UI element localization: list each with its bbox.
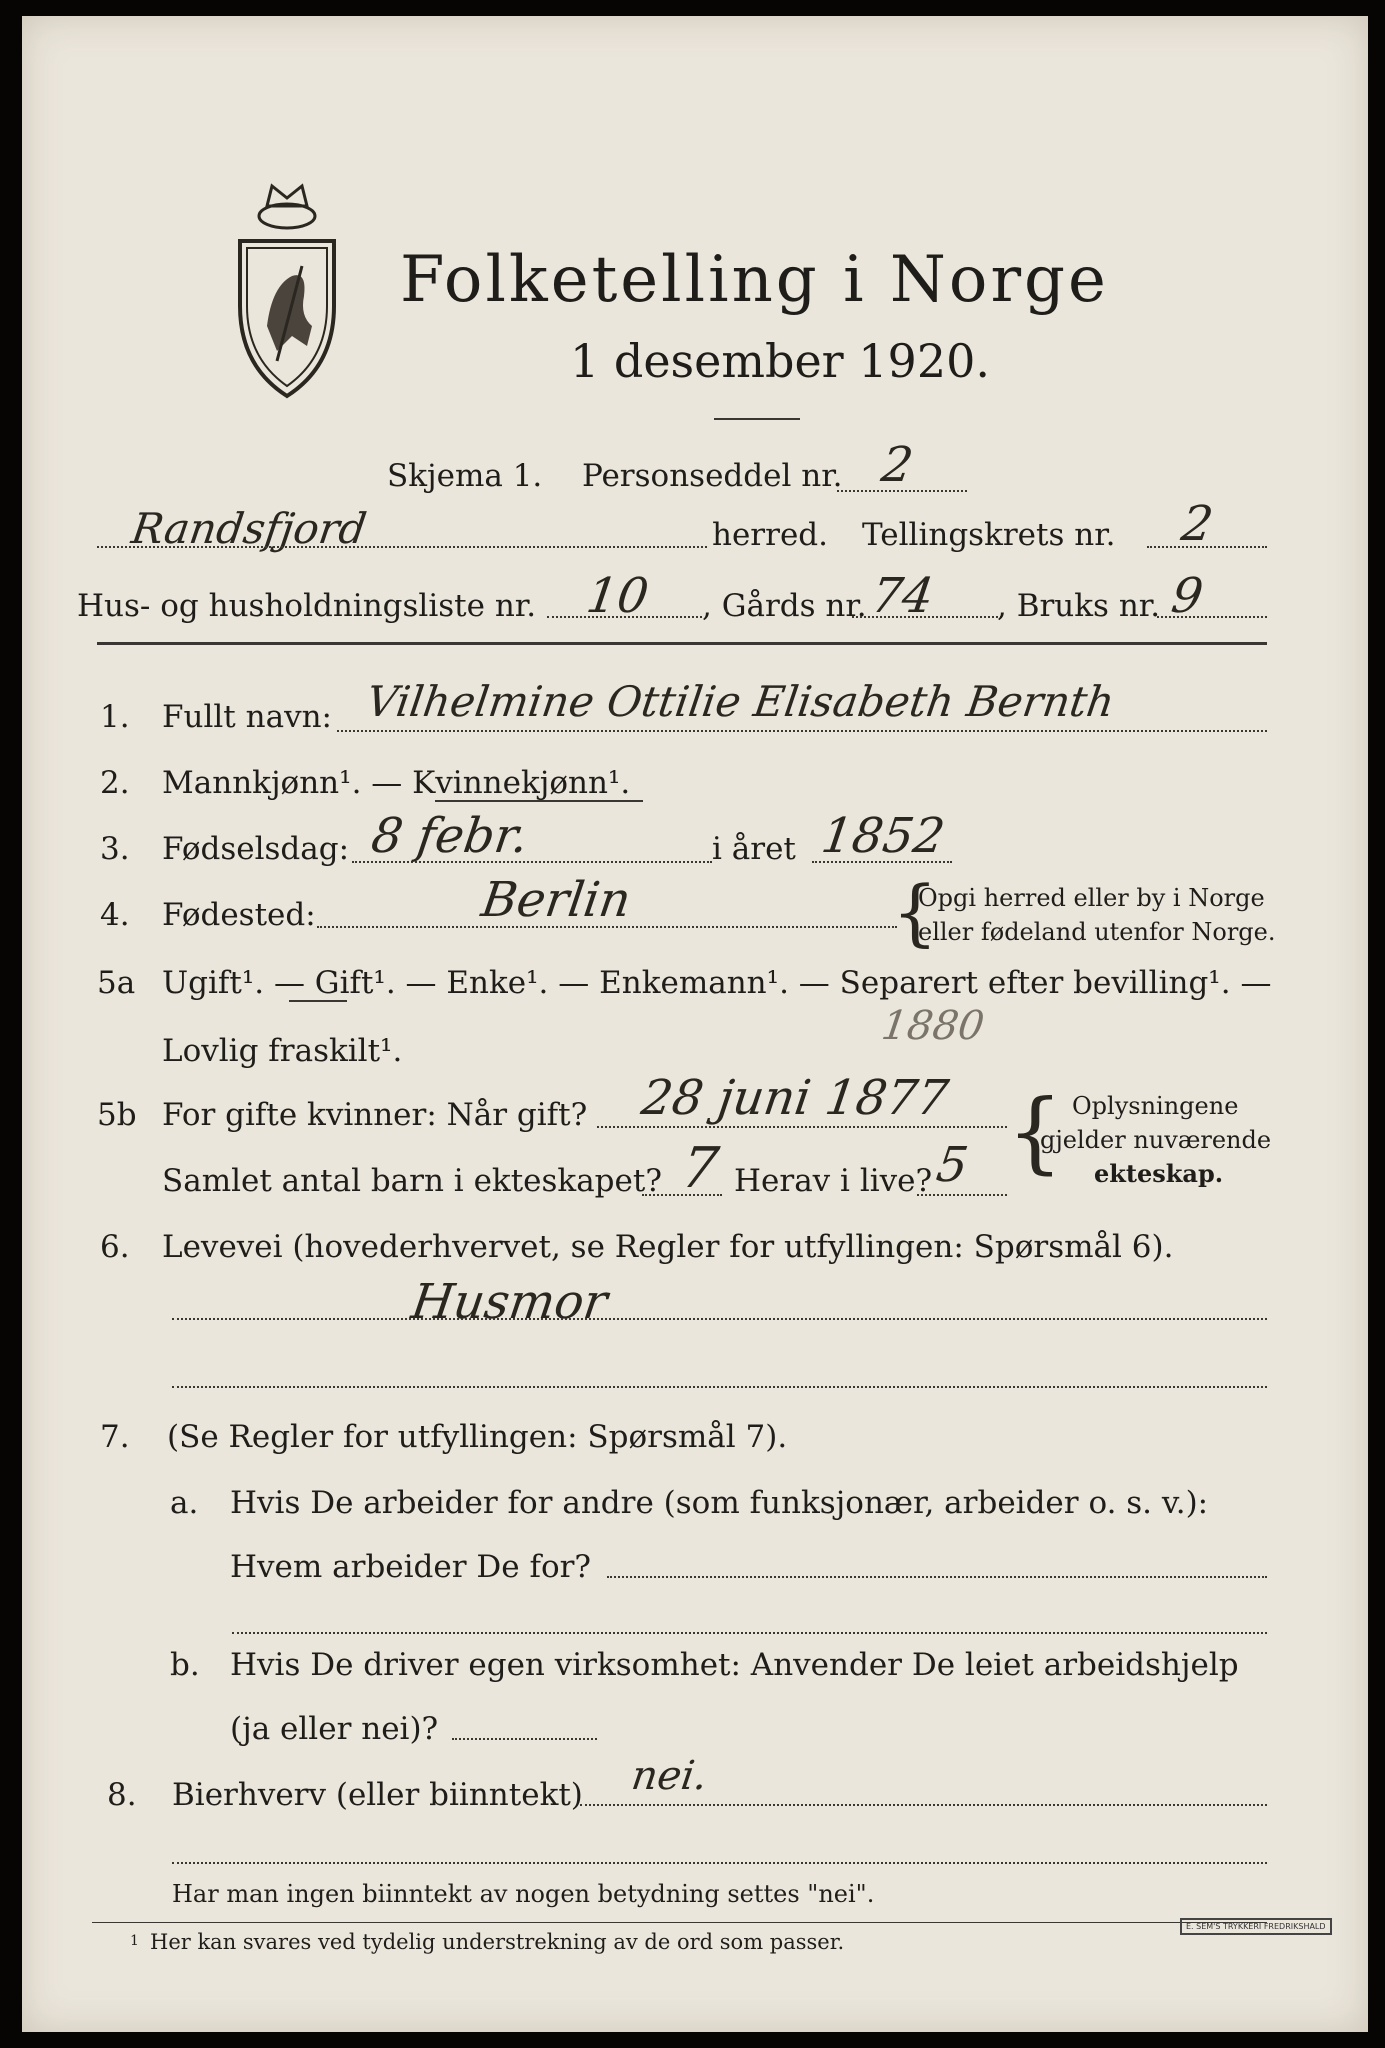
q7a-number: a. — [170, 1485, 199, 1521]
q2-underline-kvinnekjonn — [435, 800, 643, 802]
q5b-live-label: Herav i live? — [734, 1163, 933, 1199]
q3-number: 3. — [100, 831, 130, 867]
q5b-number: 5b — [97, 1097, 137, 1133]
q4-note-2: eller fødeland utenfor Norge. — [918, 918, 1276, 946]
q5b-brace: { — [1007, 1080, 1063, 1183]
q7a-line-1[interactable] — [607, 1576, 1267, 1578]
q7b-line[interactable] — [452, 1738, 597, 1740]
q5b-note-1: Oplysningene — [1072, 1092, 1239, 1120]
q5a-number: 5a — [97, 965, 136, 1001]
footnote-text: Her kan svares ved tydelig understrekning av de ord som passer. — [150, 1930, 845, 1954]
q2-text: Mannkjønn¹. — Kvinnekjønn¹. — [162, 765, 631, 801]
q5a-line1: Ugift¹. — Gift¹. — Enke¹. — Enkemann¹. — Separert efter bevilling¹. — — [162, 965, 1272, 1001]
q4-note-1: Opgi herred eller by i Norge — [918, 884, 1265, 912]
gards-label: , Gårds nr. — [702, 588, 867, 624]
herred-value[interactable]: Randsfjord — [128, 504, 370, 553]
q1-value[interactable]: Vilhelmine Ottilie Elisabeth Bernth — [363, 677, 1118, 726]
q5a-line2: Lovlig fraskilt¹. — [162, 1033, 403, 1069]
herred-line — [97, 546, 707, 548]
footnote-mark: 1 — [130, 1933, 139, 1949]
tellingskrets-value[interactable]: 2 — [1178, 496, 1217, 552]
q7a-text: Hvis De arbeider for andre (som funksjonær, arbeider o. s. v.): — [230, 1485, 1209, 1521]
census-form — [22, 16, 1368, 2032]
q4-value[interactable]: Berlin — [478, 872, 635, 928]
q6-line-1 — [172, 1318, 1267, 1320]
footnote-divider — [92, 1922, 1267, 1923]
q8-line — [580, 1804, 1267, 1806]
q5b-note-3: ekteskap. — [1094, 1159, 1224, 1188]
q3-year-value[interactable]: 1852 — [818, 808, 949, 864]
q8-number: 8. — [107, 1777, 137, 1813]
form-date: 1 desember 1920. — [570, 334, 990, 388]
q5b-value[interactable]: 28 juni 1877 — [638, 1070, 952, 1126]
section-divider — [97, 642, 1267, 645]
skjema-label: Skjema 1. — [387, 458, 543, 494]
footer-note: Har man ingen biinntekt av nogen betydning settes "nei". — [172, 1880, 875, 1908]
q1-number: 1. — [100, 699, 130, 735]
q1-line — [337, 730, 1267, 732]
q3-value[interactable]: 8 febr. — [368, 808, 532, 864]
q2-number: 2. — [100, 765, 130, 801]
q4-number: 4. — [100, 897, 130, 933]
q6-line-2 — [172, 1386, 1267, 1388]
q7b-number: b. — [170, 1647, 200, 1683]
q8-label: Bierhverv (eller biinntekt) — [172, 1777, 583, 1813]
q5b-label: For gifte kvinner: Når gift? — [162, 1097, 588, 1133]
q7a-line-2[interactable] — [232, 1632, 1267, 1634]
q5b-line — [597, 1126, 1007, 1128]
q5b-live-value[interactable]: 5 — [933, 1137, 972, 1193]
title-divider — [714, 418, 800, 420]
personseddel-value[interactable]: 2 — [878, 437, 917, 493]
hus-value[interactable]: 10 — [583, 568, 653, 624]
q5b-live-line — [917, 1194, 1007, 1196]
q4-label: Fødested: — [162, 897, 316, 933]
q4-brace: { — [892, 870, 938, 954]
q8-value[interactable]: nei. — [628, 1753, 711, 1799]
q6-number: 6. — [100, 1229, 130, 1265]
q7b-text: Hvis De driver egen virksomhet: Anvender De leiet arbeidshjelp — [230, 1647, 1239, 1683]
printer-stamp: E. SEM'S TRYKKERI FREDRIKSHALD — [1180, 1918, 1332, 1935]
q7a-question: Hvem arbeider De for? — [230, 1549, 592, 1585]
q3-year-label: i året — [712, 831, 796, 867]
coat-of-arms-emblem — [232, 176, 342, 401]
q6-value[interactable]: Husmor — [408, 1274, 611, 1330]
q5b-barn-label: Samlet antal barn i ekteskapet? — [162, 1163, 662, 1199]
q3-label: Fødselsdag: — [162, 831, 350, 867]
herred-label: herred. — [712, 517, 828, 553]
q5b-barn-value[interactable]: 7 — [677, 1136, 723, 1201]
q7-label: (Se Regler for utfyllingen: Spørsmål 7). — [167, 1419, 788, 1455]
q7b-question: (ja eller nei)? — [230, 1711, 439, 1747]
tellingskrets-label: Tellingskrets nr. — [862, 517, 1116, 553]
form-title: Folketelling i Norge — [400, 243, 1109, 317]
q1-label: Fullt navn: — [162, 699, 332, 735]
q8-line-2 — [172, 1862, 1267, 1864]
q5b-note-2: gjelder nuværende — [1040, 1126, 1272, 1154]
gards-value[interactable]: 74 — [868, 568, 938, 624]
hus-label: Hus- og husholdningsliste nr. — [77, 588, 537, 624]
q5a-annotation: 1880 — [878, 1003, 988, 1049]
bruks-value[interactable]: 9 — [1168, 568, 1207, 624]
bruks-label: , Bruks nr. — [997, 588, 1161, 624]
personseddel-label: Personseddel nr. — [582, 458, 843, 494]
q7-number: 7. — [100, 1419, 130, 1455]
q6-label: Levevei (hovederhvervet, se Regler for utfyllingen: Spørsmål 6). — [162, 1229, 1174, 1265]
q5a-underline-gift — [289, 1000, 347, 1002]
